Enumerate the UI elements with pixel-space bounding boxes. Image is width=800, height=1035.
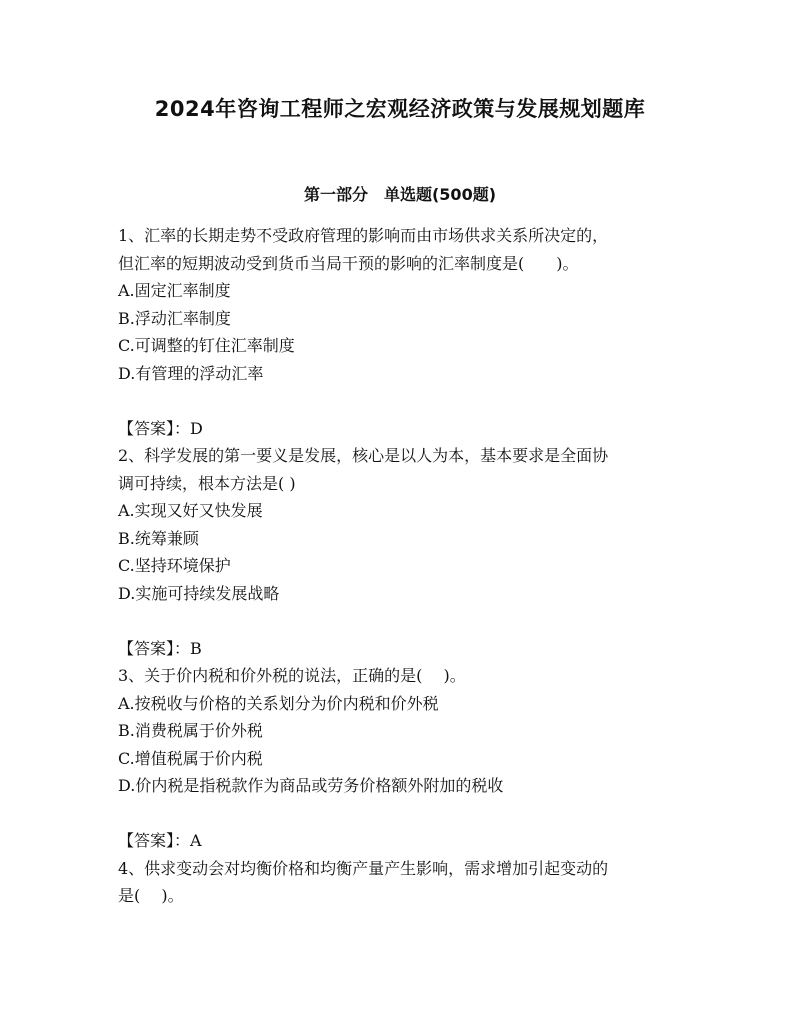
question-1 [118, 222, 693, 442]
question-stem-line: 调可持续，根本方法是( ) [118, 473, 296, 493]
option-d: D.实施可持续发展战略 [118, 583, 280, 603]
option-d: D.价内税是指税款作为商品或劳务价格额外附加的税收 [118, 776, 504, 795]
option-d: D.有管理的浮动汇率 [118, 363, 264, 383]
document-title: 2024年咨询工程师之宏观经济政策与发展规划题库 [154, 97, 646, 121]
answer-value: A [190, 831, 202, 850]
question-list [118, 222, 693, 910]
answer-label: 【答案】： [118, 418, 191, 438]
question-stem-line: 1、汇率的长期走势不受政府管理的影响而由市场供求关系所决定的， [118, 226, 609, 245]
answer-label: 【答案】： [118, 638, 191, 658]
option-c: C.增值税属于价内税 [118, 748, 263, 768]
question-stem-line: 是( )。 [118, 886, 184, 905]
answer-line [118, 827, 693, 855]
option-b: B.统筹兼顾 [118, 528, 199, 548]
option-c: C.坚持环境保护 [118, 556, 231, 575]
answer-line [118, 415, 693, 443]
question-stem-line: 4、供求变动会对均衡价格和均衡产量产生影响，需求增加引起变动的 [118, 858, 609, 878]
question-4 [118, 855, 693, 910]
option-c: C.可调整的钉住汇率制度 [118, 336, 295, 355]
option-b: B.浮动汇率制度 [118, 308, 231, 328]
question-stem-line: 2、科学发展的第一要义是发展，核心是以人为本，基本要求是全面协 [118, 446, 609, 465]
answer-value: B [190, 638, 202, 658]
option-a: A.实现又好又快发展 [118, 501, 263, 520]
question-2 [118, 442, 693, 662]
question-3 [118, 662, 693, 855]
answer-value: D [190, 418, 203, 438]
option-b: B.消费税属于价外税 [118, 721, 263, 740]
answer-line [118, 635, 693, 663]
option-a: A.固定汇率制度 [118, 281, 231, 300]
question-stem-line: 但汇率的短期波动受到货币当局干预的影响的汇率制度是( )。 [118, 253, 579, 273]
section-title: 第一部分 单选题(500题) [303, 185, 497, 204]
option-a: A.按税收与价格的关系划分为价内税和价外税 [118, 693, 439, 713]
answer-label: 【答案】： [118, 831, 191, 850]
question-stem-line: 3、关于价内税和价外税的说法，正确的是( )。 [118, 666, 466, 685]
